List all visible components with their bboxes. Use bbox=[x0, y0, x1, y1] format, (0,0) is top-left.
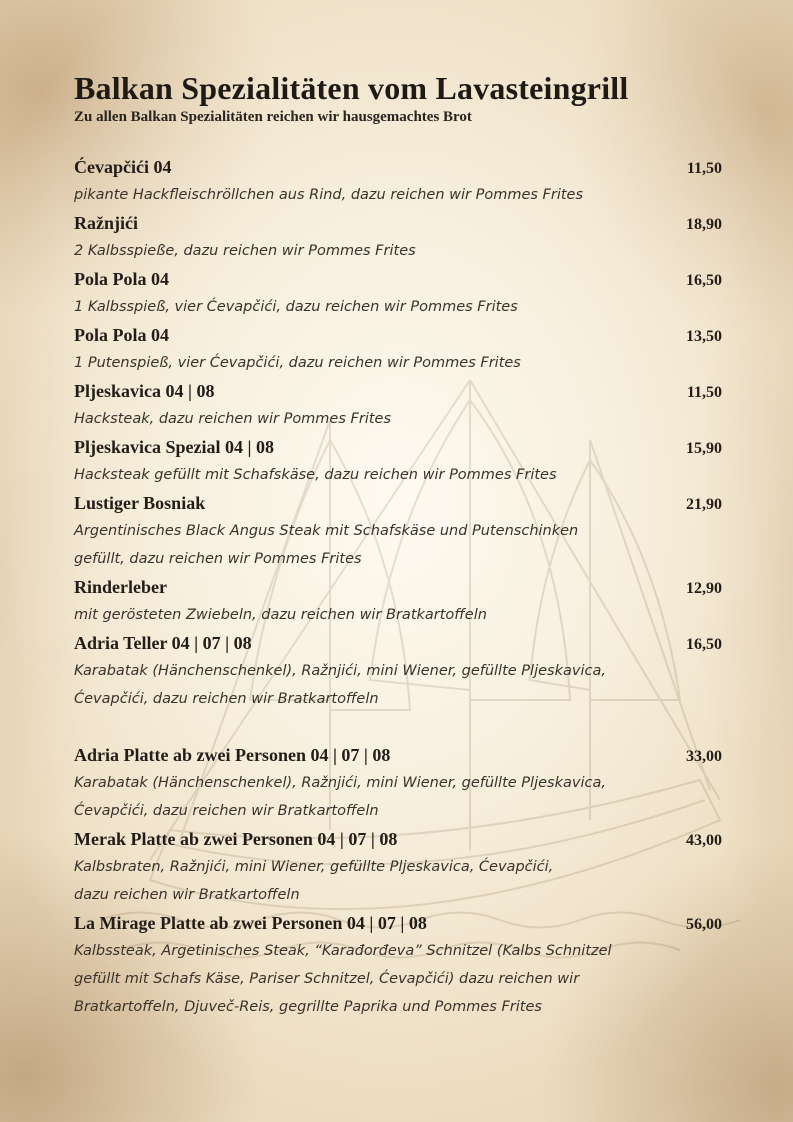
item-description: Ćevapčići, dazu reichen wir Bratkartoffeln bbox=[74, 691, 379, 707]
item-price: 21,90 bbox=[686, 496, 722, 513]
item-name: Ćevapčići 04 bbox=[74, 157, 172, 177]
item-description: 1 Putenspieß, vier Ćevapčići, dazu reichen wir Pommes Frites bbox=[74, 355, 521, 371]
item-description: Karabatak (Hänchenschenkel), Ražnjići, mini Wiener, gefüllte Pljeskavica, bbox=[74, 663, 606, 679]
menu-item bbox=[74, 629, 722, 713]
item-name: Pola Pola 04 bbox=[74, 269, 169, 289]
section-spacer bbox=[74, 713, 722, 741]
item-name: Ražnjići bbox=[74, 213, 138, 233]
menu-item bbox=[74, 377, 722, 433]
item-price: 16,50 bbox=[686, 636, 722, 653]
menu-item bbox=[74, 825, 722, 909]
item-price: 11,50 bbox=[686, 160, 722, 177]
item-description: dazu reichen wir Bratkartoffeln bbox=[74, 887, 300, 903]
page-title: Balkan Spezialitäten vom Lavasteingrill bbox=[74, 70, 629, 106]
item-description: Kalbsbraten, Ražnjići, mini Wiener, gefüllte Pljeskavica, Ćevapčići, bbox=[74, 859, 554, 875]
item-description: Bratkartoffeln, Djuveč-Reis, gegrillte Paprika und Pommes Frites bbox=[74, 999, 542, 1015]
menu-item bbox=[74, 265, 722, 321]
item-description: pikante Hackfleischröllchen aus Rind, dazu reichen wir Pommes Frites bbox=[74, 187, 584, 203]
item-description: Karabatak (Hänchenschenkel), Ražnjići, mini Wiener, gefüllte Pljeskavica, bbox=[74, 775, 606, 791]
item-description: Hacksteak gefüllt mit Schafskäse, dazu reichen wir Pommes Frites bbox=[74, 467, 557, 483]
item-price: 33,00 bbox=[686, 748, 722, 765]
item-name: La Mirage Platte ab zwei Personen 04 | 07 | 08 bbox=[74, 913, 427, 933]
item-description: Kalbssteak, Argetinisches Steak, “Karađorđeva” Schnitzel (Kalbs Schnitzel bbox=[74, 943, 612, 959]
menu-item bbox=[74, 573, 722, 629]
item-name: Lustiger Bosniak bbox=[74, 493, 206, 513]
menu-item bbox=[74, 209, 722, 265]
menu-item bbox=[74, 433, 722, 489]
item-description: Argentinisches Black Angus Steak mit Schafskäse und Putenschinken bbox=[74, 523, 579, 539]
menu-content bbox=[74, 68, 722, 1021]
item-description: gefüllt mit Schafs Käse, Pariser Schnitzel, Ćevapčići) dazu reichen wir bbox=[74, 971, 580, 987]
item-price: 13,50 bbox=[686, 328, 722, 345]
item-price: 15,90 bbox=[686, 440, 722, 457]
item-name: Adria Teller 04 | 07 | 08 bbox=[74, 633, 252, 653]
item-description: 1 Kalbsspieß, vier Ćevapčići, dazu reichen wir Pommes Frites bbox=[74, 299, 518, 315]
item-price: 56,00 bbox=[686, 916, 722, 933]
item-name: Pljeskavica 04 | 08 bbox=[74, 381, 215, 401]
item-name: Pola Pola 04 bbox=[74, 325, 169, 345]
item-description: Ćevapčići, dazu reichen wir Bratkartoffeln bbox=[74, 803, 379, 819]
item-description: Hacksteak, dazu reichen wir Pommes Frites bbox=[74, 411, 392, 427]
item-description: gefüllt, dazu reichen wir Pommes Frites bbox=[74, 551, 362, 567]
menu-item bbox=[74, 909, 722, 1021]
item-price: 11,50 bbox=[686, 384, 722, 401]
item-price: 43,00 bbox=[686, 832, 722, 849]
item-description: mit gerösteten Zwiebeln, dazu reichen wir Bratkartoffeln bbox=[74, 607, 487, 623]
item-name: Rinderleber bbox=[74, 577, 167, 597]
menu-item bbox=[74, 741, 722, 825]
item-price: 16,50 bbox=[686, 272, 722, 289]
item-price: 18,90 bbox=[686, 216, 722, 233]
menu-item bbox=[74, 489, 722, 573]
item-price: 12,90 bbox=[686, 580, 722, 597]
menu-item bbox=[74, 321, 722, 377]
page-subtitle: Zu allen Balkan Spezialitäten reichen wir hausgemachtes Brot bbox=[74, 109, 472, 125]
menu-list bbox=[74, 153, 722, 1021]
menu-item bbox=[74, 153, 722, 209]
item-name: Pljeskavica Spezial 04 | 08 bbox=[74, 437, 274, 457]
item-description: 2 Kalbsspieße, dazu reichen wir Pommes Frites bbox=[74, 243, 416, 259]
item-name: Adria Platte ab zwei Personen 04 | 07 | 08 bbox=[74, 745, 391, 765]
item-name: Merak Platte ab zwei Personen 04 | 07 | 08 bbox=[74, 829, 398, 849]
